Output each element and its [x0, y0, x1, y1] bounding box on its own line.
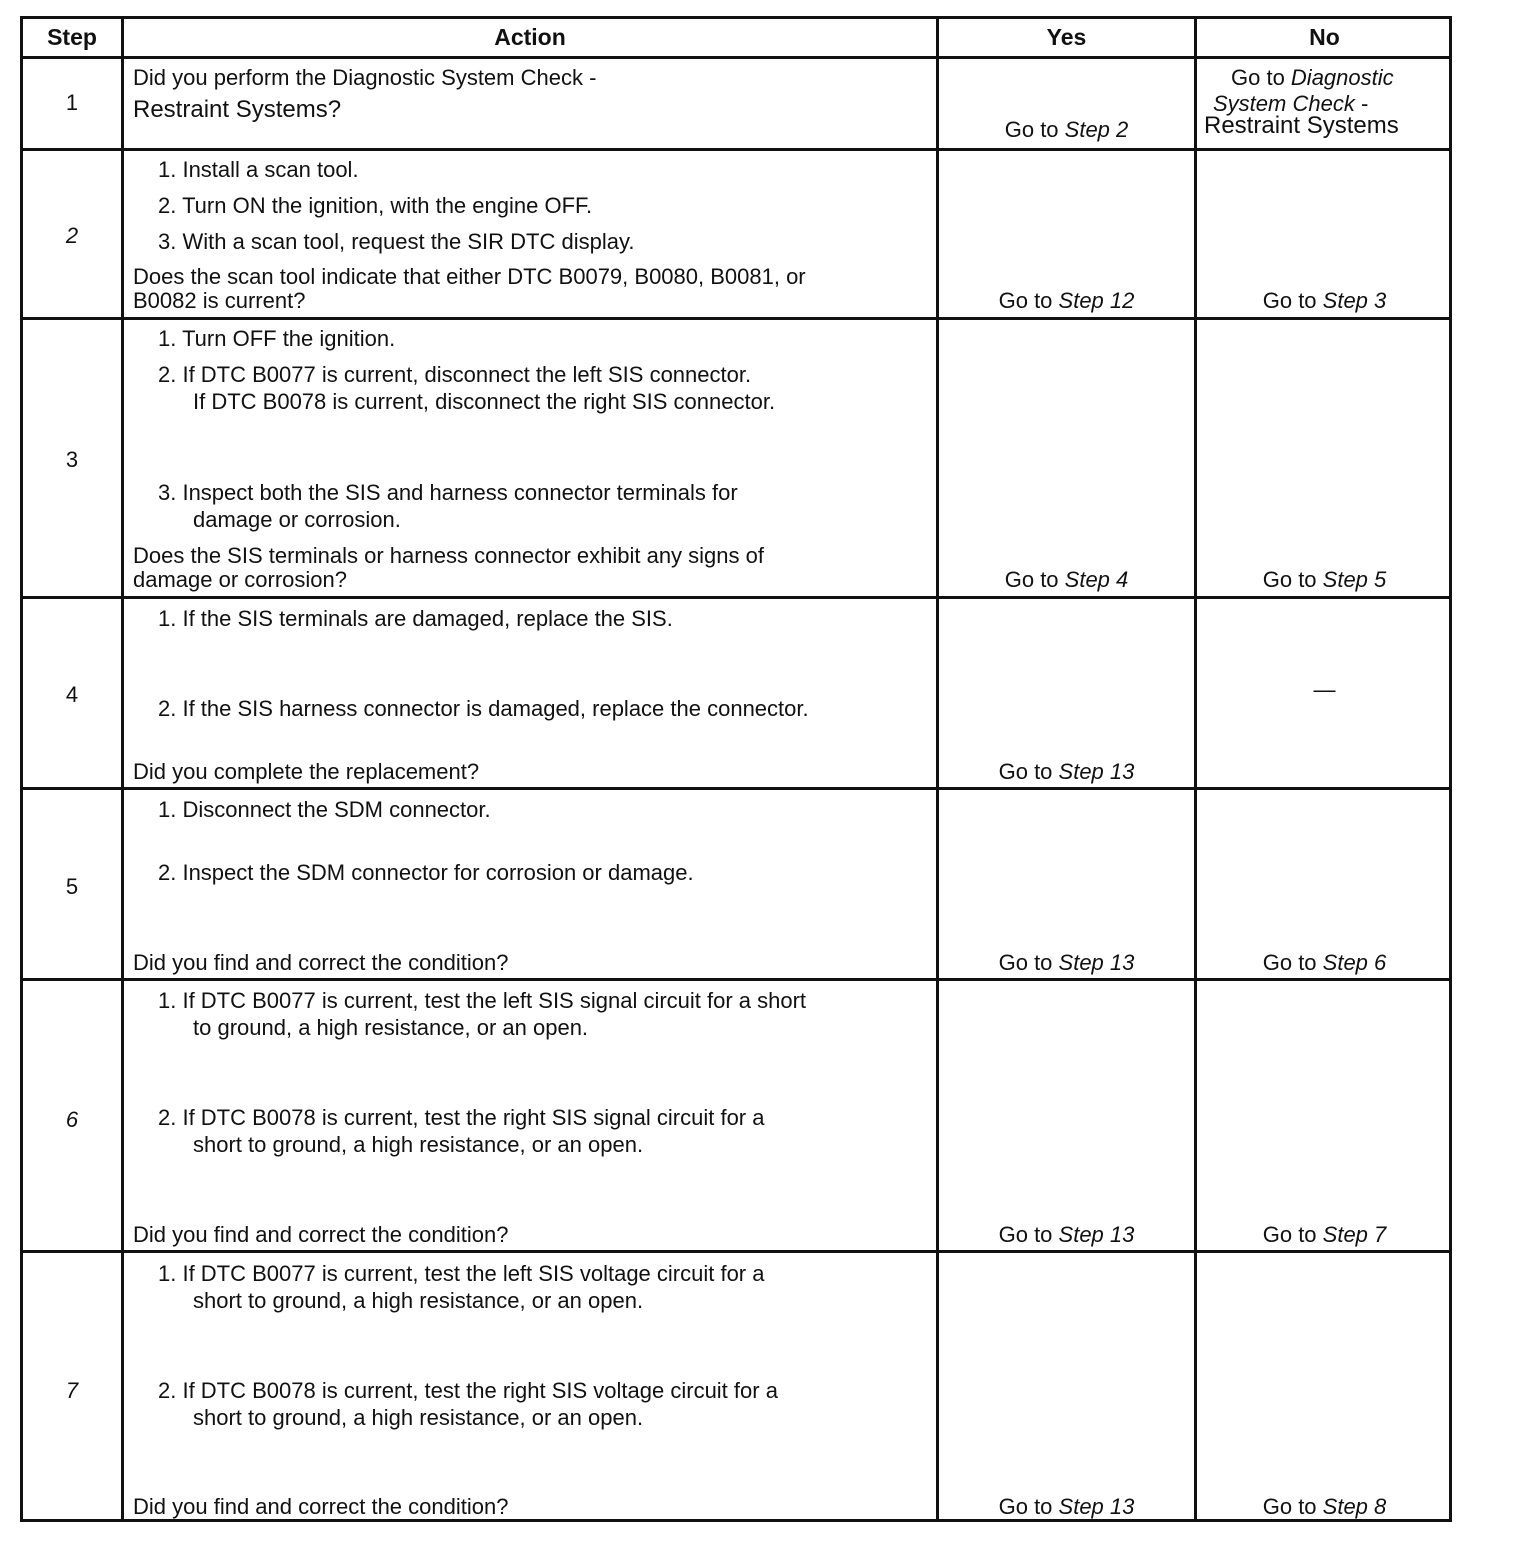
- step-number: 2: [65, 223, 79, 248]
- action-text: 2. If the SIS harness connector is damaged, replace the connector.: [158, 696, 809, 721]
- action-text: short to ground, a high resistance, or an open.: [193, 1405, 644, 1430]
- header-yes: Yes: [1046, 24, 1087, 50]
- action-text: to ground, a high resistance, or an open.: [193, 1015, 589, 1040]
- action-text: 1. If DTC B0077 is current, test the left SIS signal circuit for a short: [158, 988, 807, 1013]
- action-text: Does the scan tool indicate that either DTC B0079, B0080, B0081, or: [133, 264, 806, 289]
- row-divider: [23, 148, 1449, 151]
- yes-cell: Go to Step 13: [998, 1222, 1135, 1247]
- action-text: damage or corrosion.: [193, 507, 401, 532]
- row-divider: [23, 978, 1449, 981]
- row-divider: [23, 56, 1449, 59]
- no-cell: Go to Step 7: [1262, 1222, 1387, 1247]
- action-text: 2. If DTC B0077 is current, disconnect the left SIS connector.: [158, 362, 752, 387]
- yes-cell: Go to Step 13: [998, 950, 1135, 975]
- no-cell-dash: —: [1313, 677, 1336, 702]
- diagnostic-table: [20, 16, 1452, 1522]
- step-link[interactable]: Step 8: [1322, 1494, 1387, 1519]
- step-link[interactable]: Step 6: [1322, 950, 1387, 975]
- diagnostic-link[interactable]: Diagnostic: [1290, 65, 1394, 90]
- action-text: Did you find and correct the condition?: [133, 1222, 509, 1247]
- column-divider: [1194, 19, 1197, 1519]
- no-cell: Go to Step 3: [1262, 288, 1387, 313]
- step-link[interactable]: Step 13: [1058, 950, 1135, 975]
- action-text: 1. If DTC B0077 is current, test the left SIS voltage circuit for a: [158, 1261, 765, 1286]
- no-cell-line: Restraint Systems: [1204, 112, 1399, 139]
- no-cell: Go to Step 5: [1262, 567, 1387, 592]
- action-text: 1. Install a scan tool.: [158, 157, 359, 182]
- column-divider: [121, 19, 124, 1519]
- action-text: 1. Turn OFF the ignition.: [158, 326, 396, 351]
- action-text: 1. Disconnect the SDM connector.: [158, 797, 491, 822]
- action-text: 1. If the SIS terminals are damaged, replace the SIS.: [158, 606, 673, 631]
- step-link[interactable]: Step 12: [1058, 288, 1135, 313]
- step-number: 1: [65, 90, 79, 115]
- action-text: damage or corrosion?: [133, 567, 348, 592]
- step-link[interactable]: Step 5: [1322, 567, 1387, 592]
- step-number: 5: [65, 874, 79, 899]
- row-divider: [23, 787, 1449, 790]
- row-divider: [23, 317, 1449, 320]
- action-text: Does the SIS terminals or harness connector exhibit any signs of: [133, 543, 764, 568]
- yes-cell: Go to Step 13: [998, 1494, 1135, 1519]
- action-text: Restraint Systems?: [133, 96, 342, 123]
- no-cell: Go to Step 6: [1262, 950, 1387, 975]
- step-number: 3: [65, 447, 79, 472]
- step-number: 6: [65, 1107, 79, 1132]
- step-link[interactable]: Step 2: [1064, 117, 1129, 142]
- step-link[interactable]: Step 13: [1058, 759, 1135, 784]
- action-text: 2. Inspect the SDM connector for corrosion or damage.: [158, 860, 694, 885]
- action-text: Did you perform the Diagnostic System Check -: [133, 65, 597, 90]
- action-text: 2. If DTC B0078 is current, test the right SIS voltage circuit for a: [158, 1378, 778, 1403]
- action-text: Did you find and correct the condition?: [133, 1494, 509, 1519]
- action-text: short to ground, a high resistance, or an open.: [193, 1132, 644, 1157]
- header-no: No: [1309, 24, 1340, 50]
- yes-cell: Go to Step 13: [998, 759, 1135, 784]
- row-divider: [23, 1250, 1449, 1253]
- step-number: 7: [65, 1378, 79, 1403]
- step-number: 4: [65, 682, 79, 707]
- action-text: 2. Turn ON the ignition, with the engine OFF.: [158, 193, 593, 218]
- action-text: short to ground, a high resistance, or an open.: [193, 1288, 644, 1313]
- header-action: Action: [494, 24, 566, 50]
- step-link[interactable]: Step 7: [1322, 1222, 1387, 1247]
- action-text: If DTC B0078 is current, disconnect the right SIS connector.: [193, 389, 776, 414]
- header-step: Step: [47, 24, 97, 50]
- row-divider: [23, 596, 1449, 599]
- no-cell: Go to Step 8: [1262, 1494, 1387, 1519]
- yes-cell: Go to Step 4: [1004, 567, 1129, 592]
- action-text: Did you complete the replacement?: [133, 759, 480, 784]
- diagnostic-link[interactable]: System Check: [1213, 91, 1355, 116]
- action-text: 3. Inspect both the SIS and harness connector terminals for: [158, 480, 738, 505]
- yes-cell: Go to Step 12: [998, 288, 1135, 313]
- step-link[interactable]: Step 13: [1058, 1222, 1135, 1247]
- no-cell-line: Go to Diagnostic: [1231, 65, 1394, 90]
- action-text: B0082 is current?: [133, 288, 306, 313]
- action-text: Did you find and correct the condition?: [133, 950, 509, 975]
- action-text: 3. With a scan tool, request the SIR DTC display.: [158, 229, 635, 254]
- no-cell-line: System Check -: [1213, 91, 1369, 116]
- action-text: 2. If DTC B0078 is current, test the right SIS signal circuit for a: [158, 1105, 765, 1130]
- step-link[interactable]: Step 13: [1058, 1494, 1135, 1519]
- step-link[interactable]: Step 3: [1322, 288, 1387, 313]
- step-link[interactable]: Step 4: [1064, 567, 1129, 592]
- yes-cell: Go to Step 2: [1004, 117, 1129, 142]
